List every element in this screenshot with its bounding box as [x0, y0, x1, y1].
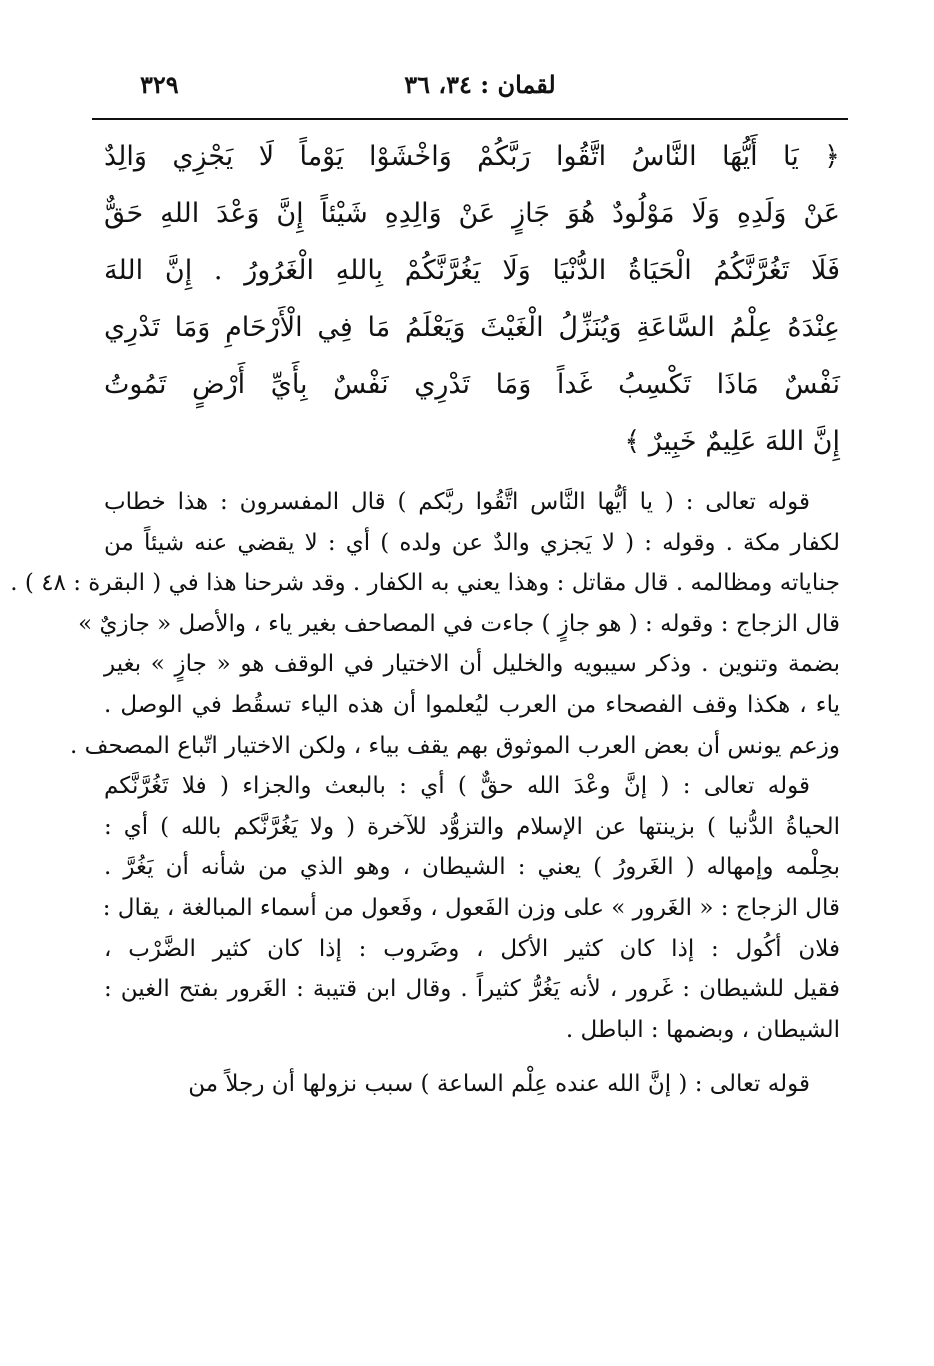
commentary-line: بضمة وتنوين . وذكر سيبويه والخليل أن الاختيار في الوقف هو « جازٍ » بغير [104, 651, 840, 678]
commentary-paragraph-2 [104, 766, 840, 1050]
verse-line: عِنْدَهُ عِلْمُ السَّاعَةِ وَيُنَزِّلُ الْغَيْثَ وَيَعْلَمُ مَا فِي الْأَرْحَامِ وَمَا تَدْرِي [104, 312, 840, 343]
commentary-line: قال الزجاج : « الغَرور » على وزن الفَعول ، وفَعول من أسماء المبالغة ، يقال : [102, 894, 840, 921]
commentary-line: بحِلْمه وإمهاله ( الغَرورُ ) يعني : الشيطان ، وهو الذي من شأنه أن يَغُرَّ . [104, 854, 840, 881]
quran-verse-block [104, 128, 840, 470]
commentary-paragraph-3 [104, 1064, 840, 1105]
page-content [10, 128, 840, 1105]
paragraph-gap [104, 1050, 840, 1064]
commentary-line: قوله تعالى : ( يا أيُّها النَّاس اتَّقُوا ربَّكم ) قال المفسرون : هذا خطاب [104, 489, 810, 515]
commentary-line: وزعم يونس أن بعض العرب الموثوق بهم يقف بياء ، ولكن الاختيار اتّباع المصحف . [70, 732, 840, 759]
running-title: لقمان : ٣٤، ٣٦ [404, 70, 556, 99]
commentary-line: جناياته ومظالمه . قال مقاتل : وهذا يعني به الكفار . وقد شرحنا هذا في ( البقرة : ٤٨ ) . [10, 570, 840, 597]
verse-line: نَفْسٌ مَاذَا تَكْسِبُ غَداً وَمَا تَدْرِي نَفْسٌ بِأَيِّ أَرْضٍ تَمُوتُ [104, 369, 840, 400]
commentary-line: قوله تعالى : ( إنَّ وعْدَ الله حقٌّ ) أي : بالبعث والجزاء ( فلا تَغُرَّنَّكم [104, 773, 810, 800]
commentary-line: فقيل للشيطان : غَرور ، لأنه يَغُرُّ كثيراً . وقال ابن قتيبة : الغَرور بفتح الغين : [104, 976, 840, 1003]
page-header [110, 70, 850, 110]
commentary-line: قوله تعالى : ( إنَّ الله عنده عِلْم الساعة ) سبب نزولها أن رجلاً من [188, 1071, 810, 1098]
commentary-line: لكفار مكة . وقوله : ( لا يَجزي والدٌ عن ولده ) أي : لا يقضي عنه شيئاً من [104, 529, 840, 556]
verse-line: ﴿ يَا أَيُّهَا النَّاسُ اتَّقُوا رَبَّكُمْ وَاخْشَوْا يَوْماً لَا يَجْزِي وَالِدٌ [104, 141, 840, 172]
verse-line: فَلَا تَغُرَّنَّكُمُ الْحَيَاةُ الدُّنْيَا وَلَا يَغُرَّنَّكُمْ بِاللهِ الْغَرُورُ . إِنَّ اللهَ [104, 255, 840, 286]
page-number: ٣٢٩ [140, 70, 179, 99]
verse-line: عَنْ وَلَدِهِ وَلَا مَوْلُودٌ هُوَ جَازٍ عَنْ وَالِدِهِ شَيْئاً إِنَّ وَعْدَ اللهِ حَقٌّ [104, 198, 840, 229]
commentary-line: فلان أكُول : إذا كان كثير الأكل ، وضَروب : إذا كان كثير الضَّرْب ، [104, 935, 840, 962]
commentary-line: قال الزجاج : وقوله : ( هو جازٍ ) جاءت في المصاحف بغير ياء ، والأصل « جازيٌ » [78, 610, 840, 637]
verse-line: إِنَّ اللهَ عَلِيمٌ خَبِيرٌ ﴾ [624, 426, 840, 457]
commentary-paragraph-1 [10, 482, 840, 766]
commentary-line: الحياةُ الدُّنيا ) بزينتها عن الإسلام والتزوُّد للآخرة ( ولا يَغُرَّنَّكم بالله ) أي : [104, 813, 840, 840]
header-divider [92, 118, 848, 120]
commentary-line: ياء ، هكذا وقف الفصحاء من العرب ليُعلموا أن هذه الياء تسقُط في الوصل . [104, 691, 840, 718]
commentary-line: الشيطان ، وبضمها : الباطل . [565, 1016, 840, 1043]
